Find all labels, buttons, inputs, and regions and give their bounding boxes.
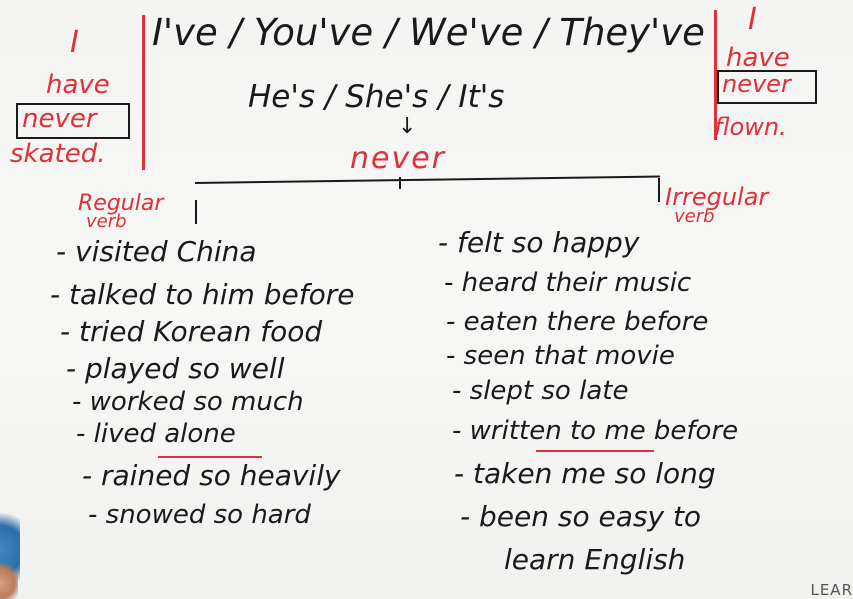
tree-left-leg [195, 200, 197, 224]
regular-verb-item: - rained so heavily [82, 459, 341, 492]
regular-label: Regular [78, 191, 164, 216]
regular-verb-item: - lived alone [76, 419, 236, 449]
irregular-verb-item: learn English [504, 543, 686, 576]
contractions-top-line: I've / You've / We've / They've [152, 11, 705, 54]
irregular-verb-item: - taken me so long [454, 457, 716, 490]
tree-horizontal [195, 176, 660, 184]
regular-verb-item: - snowed so hard [88, 500, 311, 530]
irregular-verb-item: - slept so late [452, 376, 629, 406]
irregular-label: Irregular [665, 183, 769, 211]
irregular-verb-label: verb [674, 206, 715, 227]
never-center: never [350, 141, 447, 176]
irregular-verb-item: - felt so happy [438, 226, 640, 259]
irregular-verb-item: - seen that movie [446, 341, 675, 371]
regular-verb-item: - tried Korean food [60, 315, 323, 348]
left-example-never: never [22, 104, 97, 134]
regular-verb-item: - worked so much [72, 387, 304, 417]
irregular-verb-item: - written to me before [452, 416, 739, 446]
right-example-i: I [748, 2, 757, 37]
written-underline [536, 450, 654, 452]
left-example-have: have [46, 70, 110, 100]
tree-right-leg [658, 178, 660, 202]
regular-verb-item: - talked to him before [50, 278, 355, 311]
regular-verb-label: verb [86, 211, 127, 232]
right-example-flown: flown. [714, 113, 787, 141]
channel-logo: LEAR [810, 581, 853, 599]
contractions-mid-line: He's / She's / It's [248, 79, 505, 115]
irregular-verb-item: - been so easy to [460, 500, 702, 533]
irregular-verb-item: - heard their music [444, 268, 692, 298]
regular-verb-item: - visited China [56, 235, 257, 268]
teacher-hand [0, 560, 18, 599]
left-divider-line [142, 15, 145, 170]
regular-verb-item: - played so well [66, 352, 285, 385]
right-example-have: have [726, 43, 790, 73]
right-example-never: never [722, 70, 791, 98]
left-example-skated: skated. [10, 139, 106, 169]
rained-underline [158, 456, 262, 458]
irregular-verb-item: - eaten there before [446, 307, 709, 337]
left-example-i: I [70, 25, 79, 60]
down-arrow: ↓ [398, 114, 417, 139]
